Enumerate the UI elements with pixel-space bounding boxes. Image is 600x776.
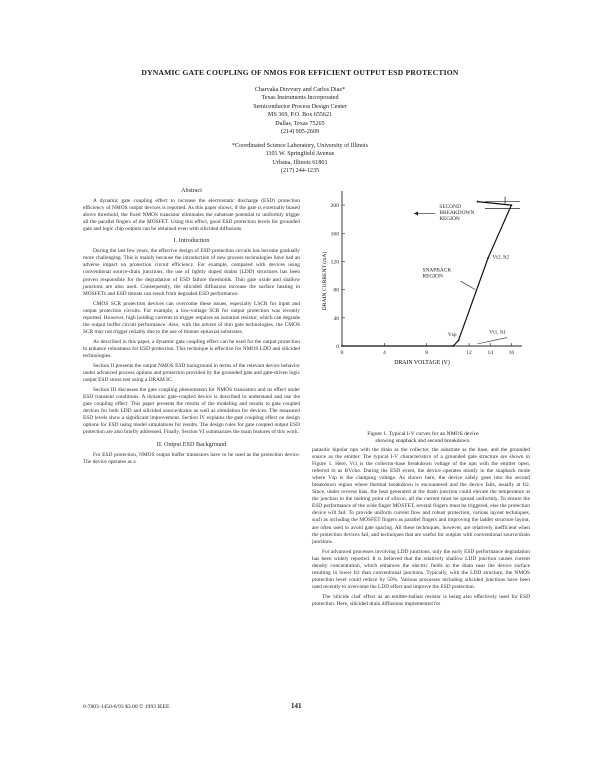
vt1-pointer — [478, 338, 508, 344]
x-tick-label: 4 — [382, 350, 386, 356]
caption-line: Figure 1. Typical I-V curves for an NMOS device — [367, 431, 479, 437]
vt2-label: Vt2, It2 — [492, 254, 510, 261]
caption-line: showing snapback and second breakdown. — [375, 438, 471, 444]
affiliation-line: Dallas, Texas 75265 — [275, 120, 325, 127]
paper-title: DYNAMIC GATE COUPLING OF NMOS FOR EFFICIENT OUTPUT ESD PROTECTION — [141, 68, 459, 77]
affiliation-line: (214) 995-2609 — [280, 129, 320, 136]
abstract-heading: Abstract — [181, 187, 202, 194]
y-tick-label: 0 — [336, 344, 339, 350]
annotation-arrowhead — [414, 212, 418, 216]
affiliation-primary — [0, 86, 600, 136]
iv-curve-point — [452, 345, 454, 347]
affiliation-line: Urbana, Illinois 61801 — [272, 159, 328, 166]
section2-text: For ESD protection, NMOS output buffer transistors have to be used as the protection device. The device operates as a — [83, 451, 300, 465]
y-axis-label: DRAIN CURRENT (mA) — [322, 251, 328, 311]
body-paragraph: For advanced processes involving LDD junctions, only the early ESD performance degradation has been widely reported. It is believed that the relatively shallow LDD junction causes current density concentration, which enhances the electric fields in the drain near the device surface resulting in lower It2 than conventional junctions. Typically, with the LDD structure, the NMOS protection level could reduce by 50%. Various processes including silicided junctions have been used recently to overcome the LDD effect and improve the ESD protection. — [312, 548, 530, 590]
section2-heading: II. Output ESD Background — [156, 440, 227, 448]
affiliation-line: Semiconductor Process Design Center — [253, 103, 347, 110]
intro-paragraph: Section III discusses the gate coupling phenomenon for NMOS transistors and its effect under ESD transient conditions. A dynamic gate-coupled device is described to understand and use the gate coupling effect. This paper presents the results of the modeling and results to gate coupled devices for both LDD and silicided source/drains as well as simulation for devices. The measured ESD levels show a significant improvement. Section IV explains the gate coupling effect on design options for ESD using model simulations for results. The design rules for gate coupled output ESD protection are also briefly addressed. Finally, Section VI summarizes the main features of this work. — [83, 387, 300, 436]
affiliation-line: (217) 244-1235 — [280, 168, 320, 175]
copyright-footer: 0-7803-1450-6/93 $3.00 © 1993 IEEE — [83, 704, 170, 710]
x-tick-label: 14 — [487, 350, 494, 356]
second-breakdown-label: SECOND BREAKDOWN REGION — [439, 203, 475, 222]
vsp-label: Vsp — [447, 332, 457, 339]
intro-paragraph: During the last few years, the effective design of ESD protection circuits has become gradually more challenging. This is mainly because the introduction of new process technologies have had an adverse impact on protection circuit efficiency. For example, compared with devices using conventional source-drain junctions, the use of lightly doped drains (LDD) structures has been proven responsible for the degradation of ESD failure thresholds. Thin gate oxide and shallow junctions are also used. Consequently, the silicided diffusions increase the surface heating in MOSFETs and ESD threats can result from degraded ESD performance. — [83, 248, 300, 297]
x-tick-label: 16 — [508, 350, 515, 356]
page-number: 141 — [291, 702, 302, 710]
iv-curve-point — [341, 345, 343, 347]
x-tick-label: 0 — [340, 350, 344, 356]
body-paragraph: parasitic bipolar npn with the drain as the collector, the substrate as the base, and the grounded source as the emitter. The typical I-V characteristics of a grounded gate structure are shown in Figure 1. Here, Vt1 is the collector-base breakdown voltage of the npn with the emitter open, referred to as BVcbo. During the ESD event, the device operates mostly in the snapback mode where Vsp is the clamping voltage. As shown here, the device safely goes into the second breakdown region where thermal breakdown is encountered and the device fails, usually at It2. Since, under reverse bias, the heat generated at the drain junction could elevate the temperature at the junction to the melting point of silicon, all the current must be spread uniformly. To ensure the ESD performance of the wide finger MOSFET, several fingers must be triggered, else the protection device will fail. To provide uniform current flow and robust protection, various layout techniques, such as including the MOSFET fingers as parallel fingers and improving the ladder structure layout, are often used to avoid gate spacing. All these techniques, however, are relatively inefficient when the protection devices fail, and techniques that are useful for outputs with conventional source/drain junctions. — [312, 447, 530, 545]
iv-curve-point — [458, 339, 460, 341]
body-paragraph: The 'silicide clad' effect as an emitter-ballast resistor is being also effectively used for ESD protection. Here, silicided drain diffusions implemented for — [312, 593, 530, 607]
affiliation-line: 1101 W. Springfield Avenue — [265, 151, 335, 158]
iv-curve-point — [477, 201, 479, 203]
introduction-heading: I. Introduction — [173, 237, 210, 245]
intro-paragraph: CMOS SCR protection devices can overcome these issues, especially LSCR for input and output protection circuits. For example, a low-voltage SCR for output protection was recently reported. However, high holding currents to trigger requires an isolation resistor, which can degrade the output buffer circuit performance. Also, with the advent of thin gate technologies, the CMOS SCR may not trigger reliably due to the use of thinner epitaxial substrates. — [83, 300, 300, 335]
affiliation-secondary — [0, 142, 600, 176]
y-tick-label: 160 — [330, 231, 339, 238]
y-tick-label: 80 — [333, 287, 339, 294]
intro-paragraph: As described in this paper, a dynamic gate coupling effect can be used for the output protection to enhance robustness for ESD protection. This technique is effective for NMOS LDD and silicided technologies. — [83, 338, 300, 359]
left-column — [83, 183, 300, 469]
affiliation-line: MS 369, P.O. Box 655621 — [267, 112, 333, 119]
x-tick-label: 8 — [425, 350, 429, 356]
abstract-text: A dynamic gate coupling effect to increase the electrostatic discharge (ESD) protection efficiency of NMOS output devices is reported. As this paper shows, if the gate is externally biased above threshold, the fixed NMOS transistor eliminates the substrate potential to uniformly trigger all the parallel fingers of the MOSFET. Using this effect, good ESD protection levels for grounded gate and logic chip outputs can be obtained even with silicided diffusions. — [83, 198, 300, 233]
right-column — [312, 447, 530, 611]
intro-paragraph: Section II presents the output NMOS ESD background in terms of the relevant device behavior under advanced process options and protection provided by the grounded gate and gate-driven logic output ESD stress test using a DRAM IC. — [83, 363, 300, 384]
iv-curve-point — [487, 257, 489, 259]
vt1-label: Vt1, It1 — [489, 329, 506, 336]
snapback-region-label: SNAPBACK REGION — [422, 267, 452, 280]
author-line: Charvaka Duvvury and Carlos Diaz* — [254, 87, 346, 93]
affiliation-line: Texas Instruments Incorporated — [261, 95, 339, 102]
y-tick-label: 200 — [330, 203, 339, 210]
x-tick-label: 12 — [466, 350, 472, 356]
iv-curve-point — [511, 204, 513, 206]
snapback-pointer — [461, 281, 476, 289]
x-axis-label: DRAIN VOLTAGE (V) — [394, 360, 450, 366]
y-tick-label: 40 — [333, 315, 339, 322]
figure-1-chart — [312, 186, 532, 426]
figure-1-caption — [318, 431, 528, 445]
affiliation-line: *Coordinated Science Laboratory, University of Illinois — [231, 143, 368, 149]
y-tick-label: 120 — [330, 259, 339, 266]
